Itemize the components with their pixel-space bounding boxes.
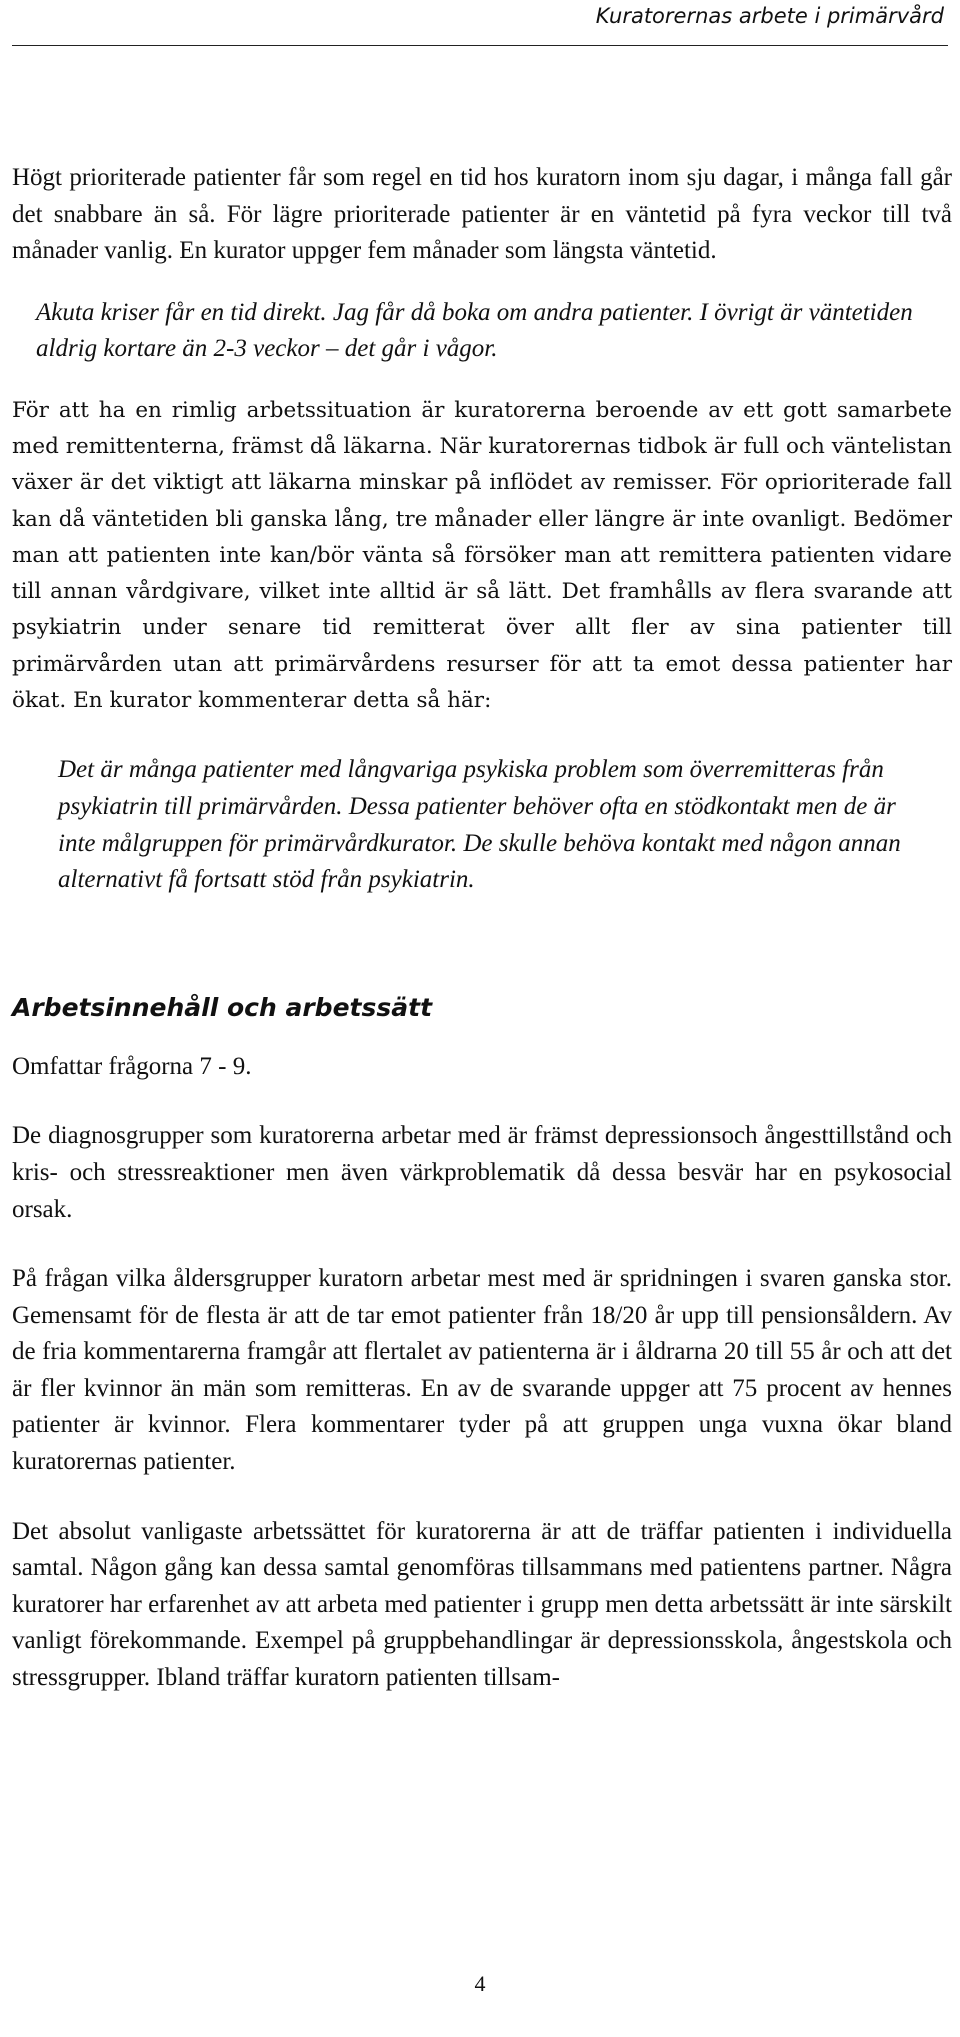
spacer [12, 270, 952, 295]
paragraph-working-methods: Det absolut vanligaste arbetssättet för kuratorerna är att de träffar patienten i individuella samtal. Någon gång kan dessa samtal genomföras tillsammans med patientens partner. Några kuratorer har erfarenhet av att arbeta med patienter i grupp men detta arbetssätt är inte särskilt vanligt förekommande. Exempel på gruppbehandlingar är depressionsskola, ångestskola och stressgrupper. Ibland träffar kuratorn patienten tillsam- [12, 1517, 952, 1692]
spacer [12, 1025, 952, 1049]
paragraph-age-groups: På frågan vilka åldersgrupper kuratorn arbetar mest med är spridningen i svaren ganska stor. Gemensamt för de flesta är att de tar emot patienter från 18/20 år upp till pensionsåldern. Av de fria kommentarerna framgår att flertalet av patienterna är i åldrarna 20 till 55 år och att det är fler kvinnor än män som remitteras. En av de svarande uppger att 75 procent av hennes patienter är kvinnor. Flera kommentarer tyder på att gruppen unga vuxna ökar bland kuratorernas patienter. [12, 1265, 952, 1476]
quote-acute-crises: Akuta kriser får en tid direkt. Jag får då boka om andra patienter. I övrigt är väntetiden aldrig kortare än 2-3 veckor – det går i vågor. [36, 298, 913, 363]
spacer [12, 719, 952, 752]
spacer [12, 1085, 952, 1118]
paragraph-questions: Omfattar frågorna 7 - 9. [12, 1052, 252, 1080]
quote-psychiatry-referrals: Det är många patienter med långvariga psykiska problem som överremitteras från psykiatrin till primärvården. Dessa patienter behöver ofta en stödkontakt men de är inte målgruppen för primärvårdkurator. De skulle behöva kontakt med någon annan alternativt få fortsatt stöd från psykiatrin. [58, 756, 901, 894]
spacer [12, 1228, 952, 1261]
page-number: 4 [474, 1971, 486, 1996]
spacer [12, 899, 952, 991]
spacer [12, 1481, 952, 1514]
running-header-title: Kuratorernas arbete i primärvård [595, 4, 944, 28]
paragraph-collaboration: För att ha en rimlig arbetssituation är kuratorerna beroende av ett gott samarbete med remittenterna, främst då läkarna. När kuratorernas tidbok är full och väntelistan växer är det viktigt att läkarna minskar på inflödet av remisser. För oprioriterade fall kan då väntetiden bli ganska lång, tre månader eller längre är inte ovanligt. Bedömer man att patienten inte kan/bör vänta så försöker man att remittera patienten vidare till annan vårdgivare, vilket inte alltid är så lätt. Det framhålls av flera svarande att psykiatrin under senare tid remitterat över allt fler av sina patienter till primärvården utan att primärvårdens resurser för att ta emot dessa patienter har ökat. En kurator kommenterar detta så här: [12, 397, 952, 714]
paragraph-waiting-times: Högt prioriterade patienter får som regel en tid hos kuratorn inom sju dagar, i många fall går det snabbare än så. För lägre prioriterade patienter är en väntetid på fyra veckor till två månader vanlig. En kurator uppger fem månader som längsta väntetid. [12, 164, 952, 264]
page-body [12, 160, 952, 1697]
spacer [12, 368, 952, 393]
running-header [12, 0, 948, 46]
section-heading: Arbetsinnehåll och arbetssätt [12, 992, 433, 1022]
paragraph-diagnosis-groups: De diagnosgrupper som kuratorerna arbetar med är främst depressionsoch ångesttillstånd och kris- och stressreaktioner men även värkproblematik då dessa besvär har en psykosocial orsak. [12, 1122, 952, 1223]
